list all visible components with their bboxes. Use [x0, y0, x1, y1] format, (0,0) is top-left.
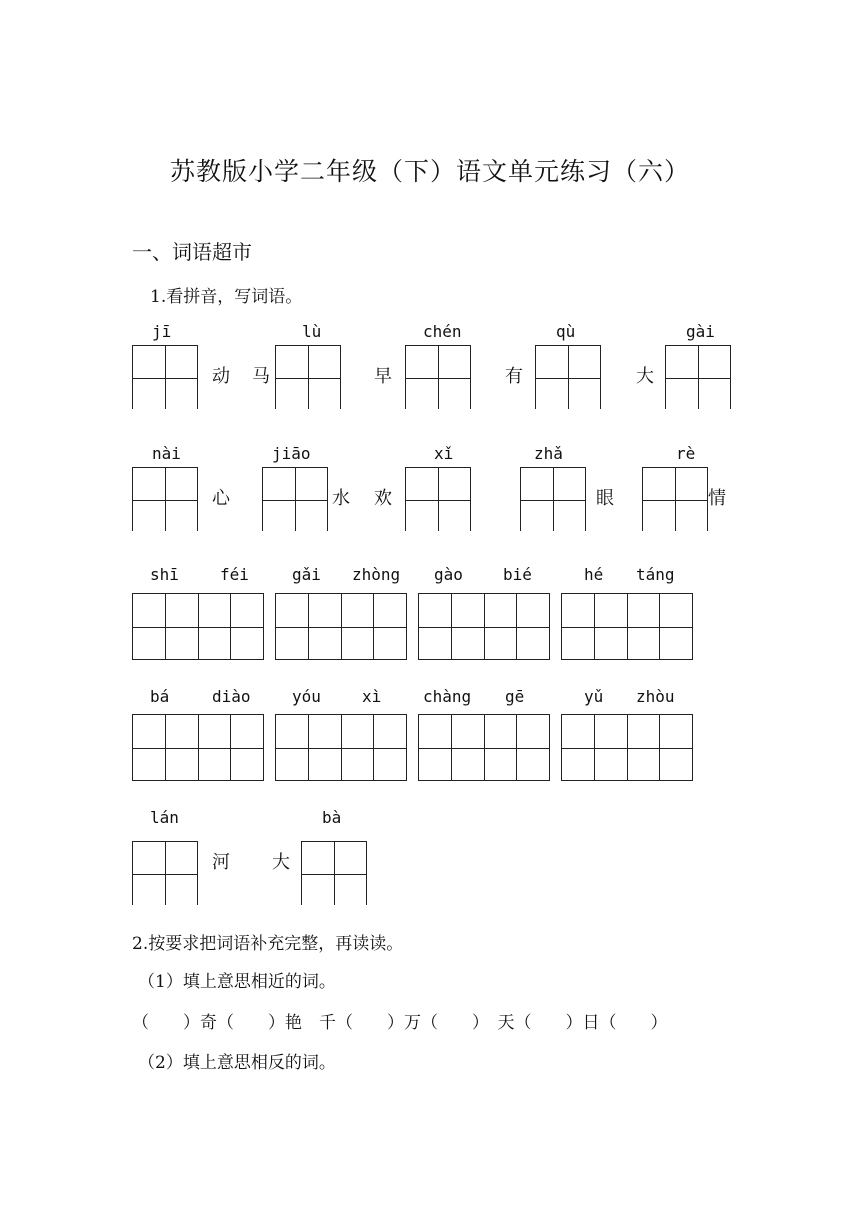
pinyin-label: rè	[676, 444, 696, 463]
writing-grid[interactable]	[642, 467, 708, 531]
writing-grid[interactable]	[405, 467, 471, 531]
pinyin-label: lán	[150, 808, 179, 827]
writing-grid[interactable]	[561, 593, 693, 660]
pinyin-label: bié	[503, 565, 532, 584]
given-character: 马	[252, 366, 270, 387]
pinyin-label: lù	[302, 322, 322, 341]
pinyin-label: qù	[556, 322, 576, 341]
pinyin-label: nài	[152, 444, 181, 463]
given-character: 情	[708, 488, 726, 509]
synonym-fill-blanks[interactable]: （ ）奇（ ）艳 千（ ）万（ ） 天（ ）日（ ）	[132, 1013, 668, 1033]
writing-grid[interactable]	[665, 345, 731, 409]
given-character: 大	[636, 366, 654, 387]
pinyin-label: féi	[220, 565, 249, 584]
pinyin-label: gài	[686, 322, 715, 341]
pinyin-label: yǔ	[584, 687, 604, 706]
page-title: 苏教版小学二年级（下）语文单元练习（六）	[170, 157, 691, 186]
writing-grid[interactable]	[561, 714, 693, 781]
pinyin-label: shī	[150, 565, 179, 584]
writing-grid[interactable]	[535, 345, 601, 409]
writing-grid[interactable]	[520, 467, 586, 531]
given-character: 大	[272, 852, 290, 873]
given-character: 有	[505, 366, 523, 387]
writing-grid[interactable]	[301, 841, 367, 905]
section-heading-vocabulary: 一、词语超市	[132, 240, 252, 264]
pinyin-label: chàng	[423, 687, 472, 706]
writing-grid[interactable]	[132, 714, 264, 781]
pinyin-label: yóu	[292, 687, 321, 706]
given-character: 水	[332, 488, 350, 509]
pinyin-label: chén	[423, 322, 462, 341]
writing-grid[interactable]	[132, 467, 198, 531]
pinyin-label: xǐ	[434, 444, 454, 463]
writing-grid[interactable]	[275, 714, 407, 781]
pinyin-label: gē	[505, 687, 525, 706]
pinyin-label: jiāo	[272, 444, 311, 463]
writing-grid[interactable]	[132, 345, 198, 409]
given-character: 河	[212, 852, 230, 873]
pinyin-label: gào	[434, 565, 463, 584]
question-1-prompt: 1.看拼音，写词语。	[150, 287, 303, 307]
given-character: 动	[212, 366, 230, 387]
pinyin-label: zhòng	[352, 565, 401, 584]
pinyin-label: zhòu	[636, 687, 675, 706]
question-2-part-2: （2）填上意思相反的词。	[138, 1053, 336, 1073]
writing-grid[interactable]	[405, 345, 471, 409]
writing-grid[interactable]	[418, 593, 550, 660]
pinyin-label: gǎi	[292, 565, 321, 584]
pinyin-label: zhǎ	[534, 444, 563, 463]
pinyin-label: hé	[584, 565, 604, 584]
pinyin-label: bá	[150, 687, 170, 706]
given-character: 欢	[374, 488, 392, 509]
pinyin-label: táng	[636, 565, 675, 584]
writing-grid[interactable]	[132, 593, 264, 660]
pinyin-label: jī	[152, 322, 172, 341]
writing-grid[interactable]	[262, 467, 328, 531]
given-character: 心	[212, 488, 230, 509]
pinyin-label: diào	[212, 687, 251, 706]
writing-grid[interactable]	[418, 714, 550, 781]
writing-grid[interactable]	[275, 345, 341, 409]
writing-grid[interactable]	[132, 841, 198, 905]
question-2-part-1: （1）填上意思相近的词。	[138, 972, 336, 992]
pinyin-label: xì	[362, 687, 382, 706]
writing-grid[interactable]	[275, 593, 407, 660]
given-character: 眼	[596, 488, 614, 509]
pinyin-label: bà	[322, 808, 342, 827]
given-character: 早	[374, 366, 392, 387]
question-2-prompt: 2.按要求把词语补充完整，再读读。	[132, 934, 404, 954]
